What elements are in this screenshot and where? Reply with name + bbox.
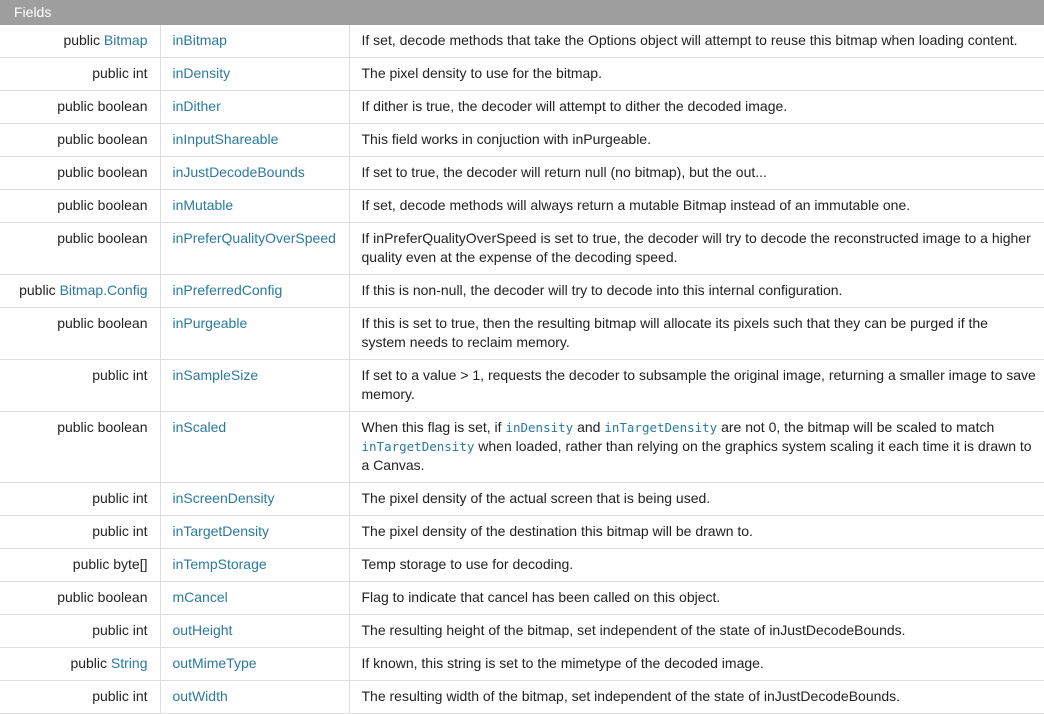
field-row — [0, 412, 1044, 483]
field-description — [349, 275, 1044, 308]
description-text: when loaded, rather than relying on the graphics system scaling it each time it is drawn to a Canvas. — [361, 438, 1032, 473]
field-type-modifier: public boolean — [57, 419, 148, 435]
field-description — [349, 223, 1044, 275]
field-type-modifier: public int — [92, 688, 148, 704]
field-type-modifier: public byte[] — [72, 556, 148, 572]
field-description — [349, 648, 1044, 681]
field-name-cell — [160, 615, 349, 648]
field-type — [0, 308, 160, 360]
field-row — [0, 549, 1044, 582]
field-type-link[interactable]: Bitmap.Config — [59, 282, 148, 298]
field-name-link[interactable]: mCancel — [172, 589, 228, 605]
field-name-link[interactable]: outHeight — [172, 622, 233, 638]
field-name-cell — [160, 360, 349, 412]
field-name-link[interactable]: inPurgeable — [172, 315, 248, 331]
field-description — [349, 582, 1044, 615]
field-description — [349, 25, 1044, 58]
field-row — [0, 25, 1044, 58]
field-row — [0, 308, 1044, 360]
field-row — [0, 190, 1044, 223]
field-name-link[interactable]: inPreferredConfig — [172, 282, 283, 298]
field-description — [349, 124, 1044, 157]
field-type-modifier: public int — [92, 367, 148, 383]
field-description — [349, 681, 1044, 714]
field-name-link[interactable]: outWidth — [172, 688, 228, 704]
field-row — [0, 91, 1044, 124]
field-name-cell — [160, 648, 349, 681]
field-type — [0, 223, 160, 275]
field-name-cell — [160, 91, 349, 124]
field-type — [0, 549, 160, 582]
field-name-cell — [160, 549, 349, 582]
field-type — [0, 516, 160, 549]
field-row — [0, 681, 1044, 714]
field-type-modifier: public int — [92, 523, 148, 539]
description-text: Flag to indicate that cancel has been called on this object. — [361, 589, 721, 605]
field-row — [0, 516, 1044, 549]
field-type-modifier: public boolean — [57, 131, 148, 147]
description-text: If this is non-null, the decoder will try to decode into this internal configuration. — [361, 282, 843, 298]
field-type — [0, 157, 160, 190]
field-type-modifier: public — [19, 282, 60, 298]
field-name-link[interactable]: inBitmap — [172, 32, 227, 48]
field-name-cell — [160, 681, 349, 714]
field-type-modifier: public boolean — [57, 589, 148, 605]
description-text: If dither is true, the decoder will attempt to dither the decoded image. — [361, 98, 788, 114]
description-text: The pixel density to use for the bitmap. — [361, 65, 602, 81]
field-name-link[interactable]: inDensity — [172, 65, 231, 81]
description-text: When this flag is set, if — [361, 419, 506, 435]
field-name-cell — [160, 58, 349, 91]
field-type — [0, 58, 160, 91]
field-name-cell — [160, 516, 349, 549]
field-name-cell — [160, 190, 349, 223]
description-text: The resulting height of the bitmap, set independent of the state of inJustDecodeBounds. — [361, 622, 906, 638]
field-description — [349, 412, 1044, 483]
field-name-link[interactable]: outMimeType — [172, 655, 257, 671]
field-type — [0, 648, 160, 681]
field-description — [349, 58, 1044, 91]
field-row — [0, 124, 1044, 157]
field-reference-link[interactable]: inDensity — [505, 420, 574, 435]
field-type-modifier: public int — [92, 65, 148, 81]
field-type-modifier: public int — [92, 622, 148, 638]
field-type — [0, 190, 160, 223]
field-description — [349, 308, 1044, 360]
field-name-cell — [160, 412, 349, 483]
field-row — [0, 483, 1044, 516]
field-type — [0, 582, 160, 615]
field-type — [0, 615, 160, 648]
field-description — [349, 190, 1044, 223]
field-name-link[interactable]: inDither — [172, 98, 221, 114]
field-name-link[interactable]: inTargetDensity — [172, 523, 269, 539]
description-text: If set to true, the decoder will return null (no bitmap), but the out... — [361, 164, 767, 180]
field-type-link[interactable]: String — [110, 655, 148, 671]
fields-table — [0, 25, 1044, 714]
field-name-cell — [160, 157, 349, 190]
field-description — [349, 549, 1044, 582]
field-type-modifier: public boolean — [57, 164, 148, 180]
field-description — [349, 91, 1044, 124]
field-type-modifier: public boolean — [57, 197, 148, 213]
description-text: The resulting width of the bitmap, set independent of the state of inJustDecodeBounds. — [361, 688, 901, 704]
field-type — [0, 360, 160, 412]
description-text: The pixel density of the actual screen that is being used. — [361, 490, 711, 506]
field-type — [0, 483, 160, 516]
description-text: If set, decode methods that take the Options object will attempt to reuse this bitmap when loading content. — [361, 32, 1018, 48]
description-text: Temp storage to use for decoding. — [361, 556, 574, 572]
field-name-link[interactable]: inScreenDensity — [172, 490, 275, 506]
field-type-modifier: public boolean — [57, 315, 148, 331]
section-header — [0, 0, 1044, 25]
section-title: Fields — [14, 4, 52, 20]
description-text: If this is set to true, then the resulting bitmap will allocate its pixels such that they can be purged if the system needs to reclaim memory. — [361, 315, 988, 350]
field-type-modifier: public boolean — [57, 98, 148, 114]
field-row — [0, 648, 1044, 681]
field-reference-link[interactable]: inTargetDensity — [361, 439, 475, 454]
field-type — [0, 91, 160, 124]
field-name-cell — [160, 308, 349, 360]
description-text: If inPreferQualityOverSpeed is set to true, the decoder will try to decode the reconstructed image to a higher quality even at the expense of the decoding speed. — [361, 230, 1031, 265]
field-name-link[interactable]: inMutable — [172, 197, 234, 213]
field-row — [0, 275, 1044, 308]
field-name-link[interactable]: inInputShareable — [172, 131, 279, 147]
field-type — [0, 681, 160, 714]
field-type — [0, 124, 160, 157]
field-description — [349, 360, 1044, 412]
field-row — [0, 615, 1044, 648]
field-name-cell — [160, 275, 349, 308]
field-description — [349, 483, 1044, 516]
field-row — [0, 157, 1044, 190]
field-row — [0, 223, 1044, 275]
description-text: If known, this string is set to the mimetype of the decoded image. — [361, 655, 764, 671]
field-name-link[interactable]: inSampleSize — [172, 367, 259, 383]
field-name-cell — [160, 124, 349, 157]
field-description — [349, 157, 1044, 190]
field-type-link[interactable]: Bitmap — [103, 32, 148, 48]
field-type-modifier: public — [63, 32, 104, 48]
field-name-cell — [160, 582, 349, 615]
description-text: If set to a value > 1, requests the decoder to subsample the original image, returning a smaller image to save memory. — [361, 367, 1036, 402]
field-description — [349, 615, 1044, 648]
field-description — [349, 516, 1044, 549]
field-name-link[interactable]: inJustDecodeBounds — [172, 164, 305, 180]
field-type-modifier: public — [70, 655, 111, 671]
field-type — [0, 25, 160, 58]
description-text: If set, decode methods will always return a mutable Bitmap instead of an immutable one. — [361, 197, 911, 213]
field-name-cell — [160, 223, 349, 275]
description-text: and — [573, 419, 605, 435]
description-text: are not 0, the bitmap will be scaled to match — [717, 419, 995, 435]
description-text: The pixel density of the destination this bitmap will be drawn to. — [361, 523, 753, 539]
field-type — [0, 275, 160, 308]
field-type-modifier: public boolean — [57, 230, 148, 246]
field-name-link[interactable]: inPreferQualityOverSpeed — [172, 230, 336, 246]
field-name-link[interactable]: inScaled — [172, 419, 227, 435]
field-row — [0, 582, 1044, 615]
field-name-link[interactable]: inTempStorage — [172, 556, 267, 572]
field-type — [0, 412, 160, 483]
field-reference-link[interactable]: inTargetDensity — [604, 420, 718, 435]
field-name-cell — [160, 25, 349, 58]
field-row — [0, 360, 1044, 412]
field-name-cell — [160, 483, 349, 516]
description-text: This field works in conjuction with inPurgeable. — [361, 131, 651, 147]
fields-table-body — [0, 25, 1044, 714]
field-type-modifier: public int — [92, 490, 148, 506]
field-row — [0, 58, 1044, 91]
